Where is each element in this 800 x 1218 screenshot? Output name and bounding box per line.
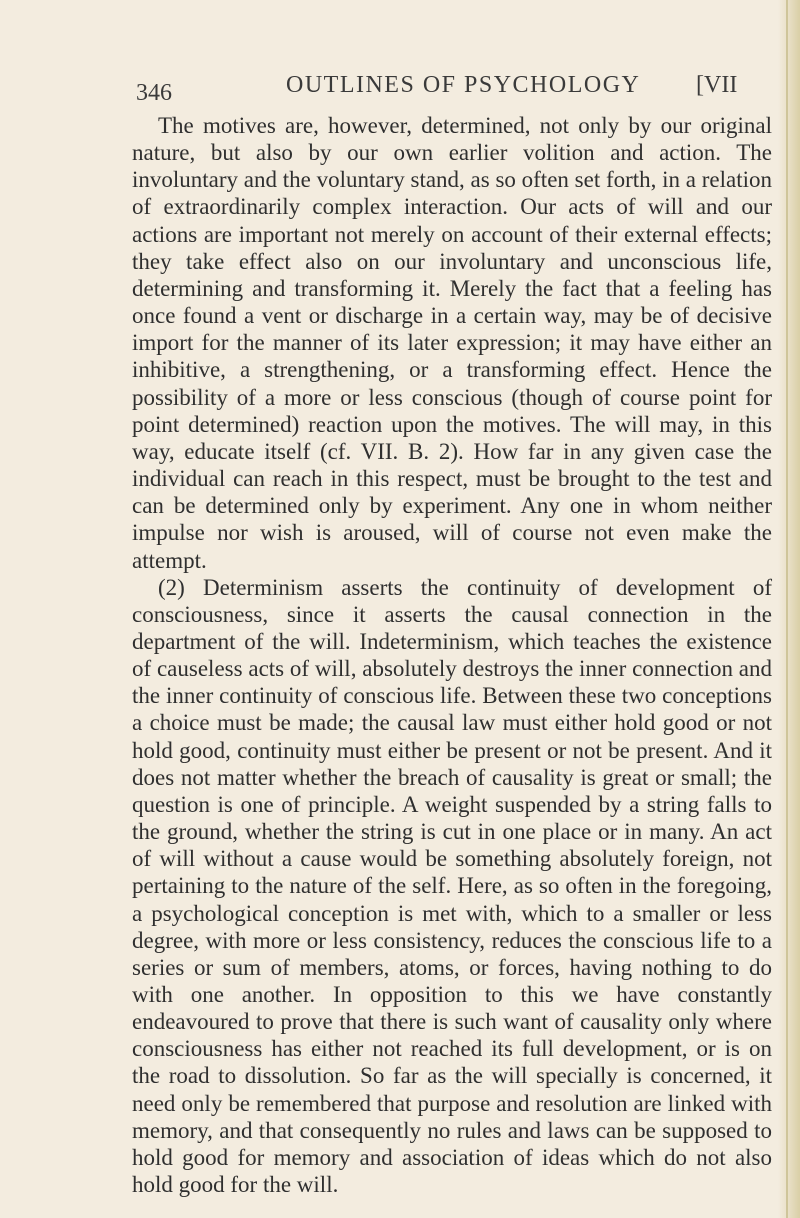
running-head-title: OUTLINES OF PSYCHOLOGY [286,72,641,98]
page-edge-shadow [778,0,800,1218]
page-number: 346 [136,80,172,106]
page-edge-line [786,0,788,1218]
running-head [136,72,772,108]
paragraph-motives: The motives are, however, determined, not only by our original nature, but also by our own earlier volition and action. The involuntary and the voluntary stand, as so often set forth, in a relation of extraordinarily complex interaction. Our acts of will and our actions are important not merely on account of their external effects; they take effect also on our involuntary and unconscious life, determining and transforming it. Merely the fact that a feeling has once found a vent or discharge in a certain way, may be of decisive import for the manner of its later expression; it may have either an inhibitive, a strengthening, or a transforming effect. Hence the possibility of a more or less conscious (though of course point for point determined) reaction upon the motives. The will may, in this way, educate itself (cf. VII. B. 2). How far in any given case the individual can reach in this respect, must be brought to the test and can be determined only by experiment. Any one in whom neither impulse nor wish is aroused, will of course not even make the attempt. [132,113,773,573]
paragraph-determinism: (2) Determinism asserts the continuity of development of consciousness, since it asserts the causal connection in the department of the will. Indeterminism, which teaches the existence of causeless acts of will, absolutely destroys the inner connection and the inner continuity of conscious life. Between these two conceptions a choice must be made; the causal law must either hold good or not hold good, continuity must either be present or not be present. And it does not matter whether the breach of causality is great or small; the question is one of principle. A weight suspended by a string falls to the ground, whether the string is cut in one place or in many. An act of will without a cause would be something absolutely foreign, not pertaining to the nature of the self. Here, as so often in the foregoing, a psychological conception is met with, which to a smaller or less degree, with more or less consistency, reduces the conscious life to a series or sum of members, atoms, or forces, having nothing to do with one another. In opposition to this we have constantly endeavoured to prove that there is such want of causality only where consciousness has either not reached its full development, or is on the road to dissolution. So far as the will specially is concerned, it need only be remembered that purpose and resolution are linked with memory, and that consequently no rules and laws can be supposed to hold good for memory and association of ideas which do not also hold good for the will. [132,574,772,1198]
running-head-chapter: [VII [696,72,738,98]
body-text [132,112,772,1198]
